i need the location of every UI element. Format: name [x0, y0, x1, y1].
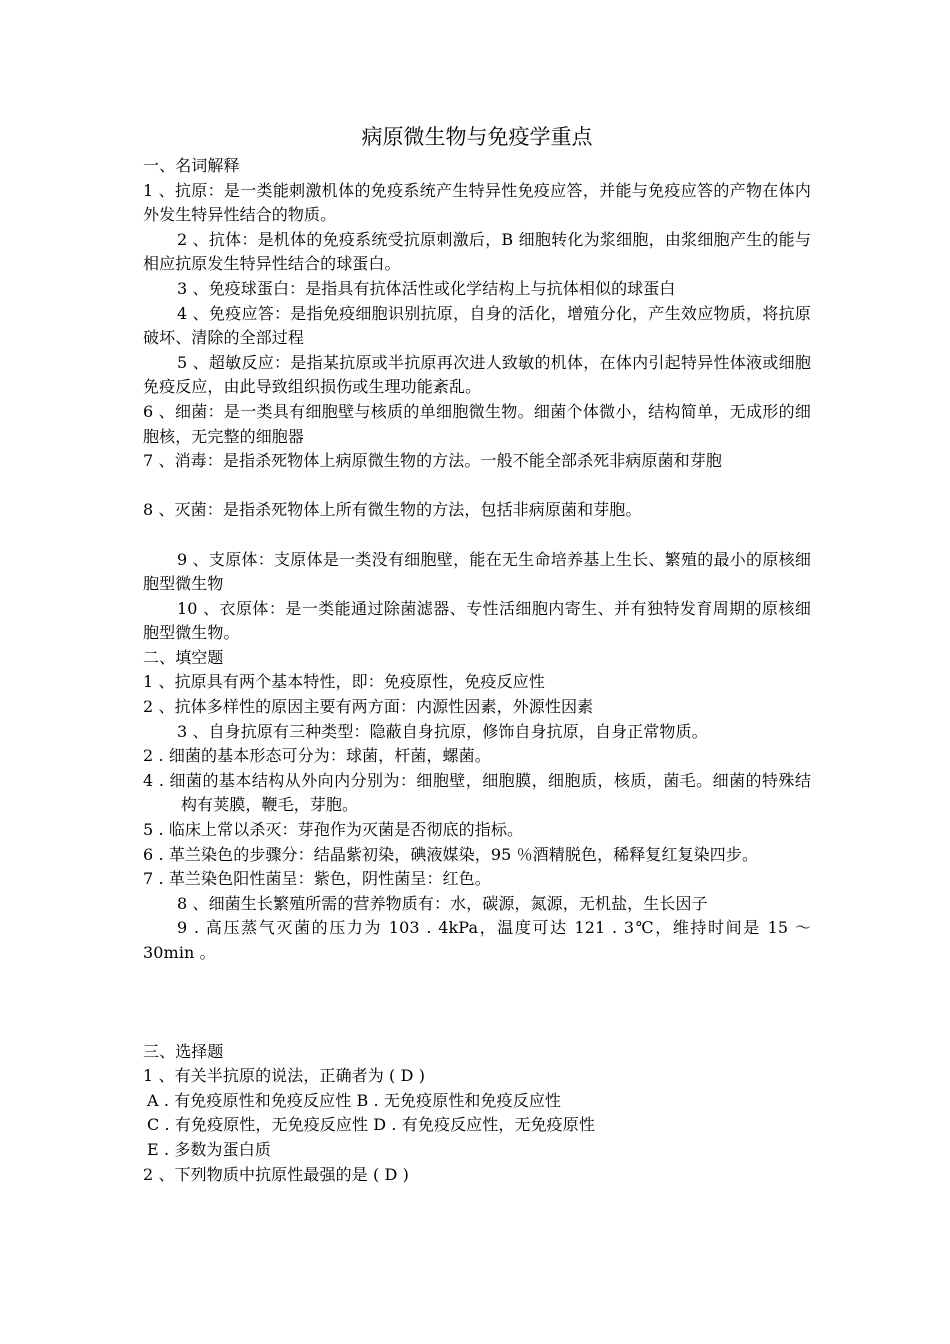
blank-line: [143, 474, 811, 499]
definition-item: 5 、超敏反应：是指某抗原或半抗原再次进人致敏的机体，在体内引起特异性体液或细胞免疫反应，由此导致组织损伤或生理功能紊乱。: [143, 352, 811, 397]
definition-item: 10 、衣原体：是一类能通过除菌滤器、专性活细胞内寄生、并有独特发育周期的原核细胞型微生物。: [143, 598, 811, 643]
question-1-option-e: E . 多数为蛋白质: [147, 1139, 271, 1159]
fill-in-item: 2 . 细菌的基本形态可分为：球菌，杆菌，螺菌。: [143, 746, 491, 766]
fill-in-item: 8 、细菌生长繁殖所需的营养物质有：水，碳源，氮源，无机盐，生长因子: [177, 893, 708, 913]
definition-item: 6 、细菌：是一类具有细胞壁与核质的单细胞微生物。细菌个体微小，结构简单，无成形的细胞核，无完整的细胞器: [143, 401, 811, 446]
fill-in-item: 2 、抗体多样性的原因主要有两方面：内源性因素，外源性因素: [143, 697, 594, 717]
fill-in-item: 4 . 细菌的基本结构从外向内分别为：细胞壁，细胞膜，细胞质，核质，菌毛。细菌的特殊结构有荚膜，鞭毛，芽胞。: [143, 770, 811, 815]
fill-in-item: 9 . 高压蒸气灭菌的压力为 103 . 4kPa，温度可达 121 . 3℃，维持时间是 15 ～ 30min 。: [143, 918, 811, 962]
question-1-options-cd: C . 有免疫原性，无免疫反应性 D . 有免疫反应性，无免疫原性: [147, 1115, 595, 1135]
section-heading-fill-in: 二、填空题: [143, 647, 224, 667]
blank-space: [143, 966, 811, 1040]
fill-in-item: 5 . 临床上常以杀灭：芽孢作为灭菌是否彻底的指标。: [143, 820, 524, 840]
definition-item: 3 、免疫球蛋白：是指具有抗体活性或化学结构上与抗体相似的球蛋白: [177, 278, 676, 298]
section-heading-multiple-choice: 三、选择题: [143, 1041, 224, 1061]
definition-item: 7 、消毒：是指杀死物体上病原微生物的方法。一般不能全部杀死非病原菌和芽胞: [143, 451, 722, 471]
document-page: [143, 120, 811, 1187]
document-title: 病原微生物与免疫学重点: [361, 125, 593, 149]
definition-item: 4 、免疫应答：是指免疫细胞识别抗原，自身的活化，增殖分化，产生效应物质，将抗原破坏、清除的全部过程: [143, 303, 811, 348]
section-heading-definitions: 一、名词解释: [143, 156, 240, 175]
fill-in-item: 7 . 革兰染色阳性菌呈：紫色，阴性菌呈：红色。: [143, 869, 491, 889]
fill-in-item: 1 、抗原具有两个基本特性，即：免疫原性，免疫反应性: [143, 672, 545, 692]
fill-in-item: 6 . 革兰染色的步骤分：结晶紫初染，碘液媒染，95 ％酒精脱色，稀释复红复染四步。: [143, 844, 759, 864]
question-1: 1 、有关半抗原的说法，正确者为 ( D ): [143, 1066, 426, 1086]
definition-item: 9 、支原体：支原体是一类没有细胞壁，能在无生命培养基上生长、繁殖的最小的原核细胞型微生物: [143, 549, 811, 594]
definition-item: 8 、灭菌：是指杀死物体上所有微生物的方法，包括非病原菌和芽胞。: [143, 500, 642, 520]
question-1-options-ab: A . 有免疫原性和免疫反应性 B . 无免疫原性和免疫反应性: [147, 1090, 562, 1110]
blank-line: [143, 523, 811, 548]
fill-in-item: 3 、自身抗原有三种类型：隐蔽自身抗原，修饰自身抗原，自身正常物质。: [177, 721, 708, 741]
definition-item: 1 、抗原：是一类能刺激机体的免疫系统产生特异性免疫应答，并能与免疫应答的产物在体内外发生特异性结合的物质。: [143, 180, 811, 225]
definition-item: 2 、抗体：是机体的免疫系统受抗原刺激后，B 细胞转化为浆细胞，由浆细胞产生的能与相应抗原发生特异性结合的球蛋白。: [143, 229, 811, 274]
question-2: 2 、下列物质中抗原性最强的是 ( D ): [143, 1164, 409, 1184]
